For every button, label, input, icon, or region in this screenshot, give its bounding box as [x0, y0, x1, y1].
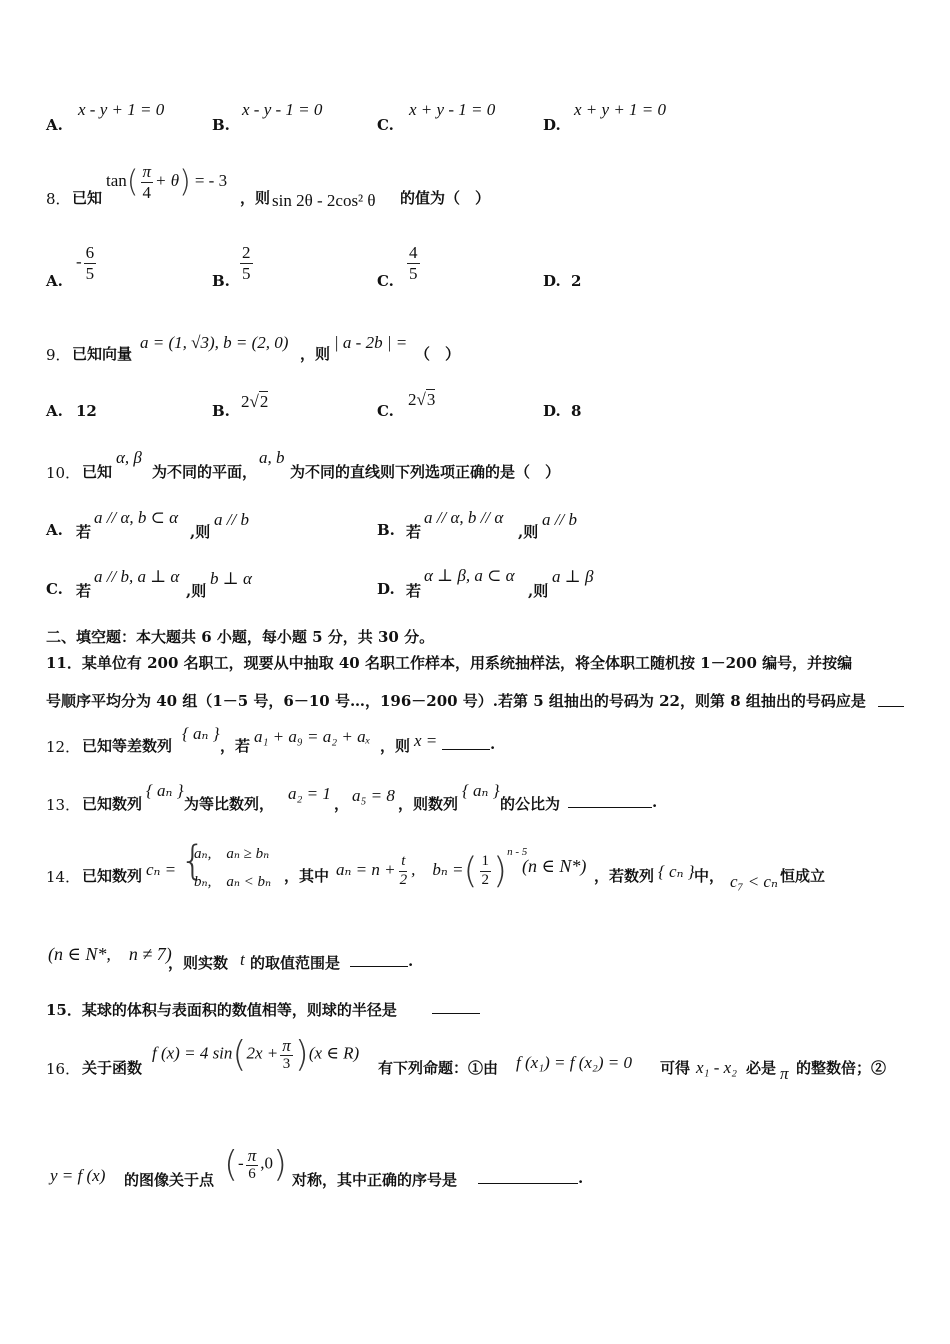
q11-answer-blank[interactable] [878, 690, 904, 707]
q9-option-c-value: 2√3 [408, 390, 436, 409]
q8-option-b-value: $\frac{2}{5}$ [242, 243, 251, 283]
q16-line2-y: y = f (x) [50, 1166, 106, 1185]
q16-diff: x₁ - x₂ [696, 1058, 738, 1077]
q13-mid2: ，则数列 [398, 795, 459, 813]
q8-option-d-label: D. [543, 272, 561, 290]
q14-case1: aₙ, aₙ ≥ bₙ [194, 846, 270, 862]
q10-prefix: 已知 [82, 463, 113, 481]
q8-option-a-label: A. [46, 272, 63, 290]
q9-number: 9． [46, 346, 71, 364]
q9-option-a-value: 12 [76, 402, 97, 420]
q8-number: 8． [46, 190, 71, 208]
q15-text: 15．某球的体积与表面积的数值相等，则球的半径是 [46, 1001, 397, 1019]
q10-option-a-then: ,则 [190, 523, 211, 541]
q9-option-b-value: 2√2 [241, 392, 269, 411]
q16-end: . [578, 1169, 584, 1187]
q10-option-b-label: B. [377, 521, 395, 539]
q10-option-b-then: ,则 [518, 523, 539, 541]
q14-prefix: 已知数列 [82, 867, 143, 885]
q10-option-c-then: ,则 [186, 582, 207, 600]
q10-option-a-cond: a // α, b ⊂ α [94, 508, 179, 527]
q16-mid3: 必是 [746, 1059, 777, 1077]
q14-mid3: 中， [694, 867, 725, 885]
q10-option-b-cond: a // α, b // α [424, 508, 504, 527]
q16-mid4: 的整数倍；② [796, 1059, 887, 1077]
q14-brace: { [180, 838, 206, 884]
q10-mid1: 为不同的平面， [152, 463, 258, 481]
q12-prefix: 已知等差数列 [82, 737, 173, 755]
q10-option-d-label: D. [377, 580, 395, 598]
q13-a2: a₂ = 1 [288, 784, 331, 803]
q16-eq: f (x₁) = f (x₂) = 0 [516, 1053, 632, 1072]
q14-seq-c: { cₙ } [658, 862, 695, 881]
q7-option-b-label: B. [212, 116, 230, 134]
q10-option-d-cond: α ⊥ β, a ⊂ α [424, 566, 515, 585]
q10-option-c-concl: b ⊥ α [210, 569, 252, 588]
q14-mid2: ，若数列 [594, 867, 655, 885]
q16-function: f (x) = 4 sin(2x + $\frac{\pi}{3}$ )(x ∈ R) [152, 1034, 360, 1075]
q12-expr: a₁ + a₉ = a₂ + aₓ [254, 727, 371, 746]
q9-prefix: 已知向量 [72, 345, 133, 363]
q10-lines: a, b [259, 448, 285, 467]
q14-domain: (n ∈ N*) [522, 856, 587, 876]
q13-a5: a₅ = 8 [352, 786, 395, 805]
q13-end: . [652, 793, 658, 811]
q8-suffix: 的值为（ ） [400, 189, 491, 207]
q8-option-a-value: - $\frac{6}{5}$ [76, 243, 95, 283]
q10-option-c-cond: a // b, a ⊥ α [94, 567, 180, 586]
q16-line2-text: 的图像关于点 [124, 1171, 215, 1189]
q7-option-c-expr: x + y - 1 = 0 [409, 100, 496, 119]
q8-tan-expr: tan( $\frac{\pi}{4}$ + θ) = - 3 [106, 162, 228, 202]
q14-line2-text: ，则实数 [168, 954, 229, 972]
q9-expr: | a - 2b | = [334, 333, 408, 352]
q12-end: . [490, 735, 496, 753]
q8-option-d-value: 2 [571, 272, 582, 290]
q8-expr: sin 2θ - 2cos² θ [272, 191, 376, 210]
q11-line1: 11．某单位有 200 名职工，现要从中抽取 40 名职工作样本，用系统抽样法，将全体职工随机按 1－200 编号，并按编 [46, 654, 853, 672]
q14-line2-t: t [240, 950, 245, 969]
q14-number: 14． [46, 868, 81, 886]
q14-ineq: c₇ < cₙ [730, 872, 778, 891]
q14-mid1: ，其中 [284, 867, 330, 885]
q14-line2-cond: (n ∈ N*, n ≠ 7) [48, 944, 172, 964]
q16-mid1: 有下列命题：①由 [378, 1059, 499, 1077]
q8-option-c-value: $\frac{4}{5}$ [409, 243, 418, 283]
section-2-heading: 二、填空题：本大题共 6 小题，每小题 5 分，共 30 分。 [46, 628, 435, 646]
q9-option-d-label: D. [543, 402, 561, 420]
q12-mid: ，若 [220, 737, 251, 755]
q13-mid1: 为等比数列， [184, 795, 275, 813]
q10-mid2: 为不同的直线则下列选项正确的是（ ） [290, 463, 561, 481]
q12-x-eq: x = [414, 731, 438, 750]
q8-then: ，则 [240, 189, 271, 207]
q9-option-d-value: 8 [571, 402, 582, 420]
q9-vectors: a = (1, √3), b = (2, 0) [140, 333, 289, 352]
q7-option-d-label: D. [543, 116, 561, 134]
q9-suffix: （ ） [415, 345, 461, 363]
q9-option-a-label: A. [46, 402, 63, 420]
q7-option-a-label: A. [46, 116, 63, 134]
q11-line2: 号顺序平均分为 40 组（1－5 号，6－10 号…，196－200 号）.若第 5 组抽出的号码为 22，则第 8 组抽出的号码应是 [46, 692, 866, 710]
q10-number: 10． [46, 464, 81, 482]
q8-option-c-label: C. [377, 272, 394, 290]
q12-mid2: ，则 [380, 737, 411, 755]
q7-option-a-expr: x - y + 1 = 0 [78, 100, 165, 119]
q10-option-d-then: ,则 [528, 582, 549, 600]
q14-suffix: 恒成立 [780, 867, 826, 885]
q13-answer-blank[interactable] [568, 791, 652, 808]
q15-answer-blank[interactable] [432, 997, 480, 1014]
q16-number: 16． [46, 1060, 81, 1078]
q10-option-a-concl: a // b [214, 510, 249, 529]
q14-an-def: aₙ = n + $\frac{t}{2}$ , bₙ =( $\frac{1}{2}$ )$^{n - 5}$ [336, 846, 528, 892]
q9-option-b-label: B. [212, 402, 230, 420]
q14-line2-tail: 的取值范围是 [250, 954, 341, 972]
q10-option-c-if: 若 [76, 582, 92, 600]
q16-line2-tail: 对称，其中正确的序号是 [292, 1171, 458, 1189]
q13-comma: ， [334, 795, 350, 813]
q10-option-a-if: 若 [76, 523, 92, 541]
q16-point: (- $\frac{\pi}{6}$ ,0) [224, 1144, 288, 1185]
q7-option-d-expr: x + y + 1 = 0 [574, 100, 667, 119]
q10-option-b-concl: a // b [542, 510, 577, 529]
q12-number: 12． [46, 738, 81, 756]
q16-mid2: 可得 [660, 1059, 691, 1077]
q8-prefix: 已知 [72, 189, 103, 207]
q13-seq: { aₙ } [146, 781, 184, 800]
q13-number: 13． [46, 796, 81, 814]
q7-option-b-expr: x - y - 1 = 0 [242, 100, 323, 119]
q13-prefix: 已知数列 [82, 795, 143, 813]
q10-option-d-concl: a ⊥ β [552, 567, 594, 586]
q10-planes: α, β [116, 448, 142, 467]
q10-option-d-if: 若 [406, 582, 422, 600]
q14-answer-blank[interactable] [350, 950, 408, 967]
q10-option-b-if: 若 [406, 523, 422, 541]
q13-seq2: { aₙ } [462, 781, 500, 800]
q16-prefix: 关于函数 [82, 1059, 143, 1077]
q16-answer-blank[interactable] [478, 1167, 578, 1184]
q16-pi-symbol: π [780, 1064, 789, 1083]
q10-option-a-label: A. [46, 521, 63, 539]
q12-seq: { aₙ } [182, 724, 220, 743]
q14-end: . [408, 952, 414, 970]
q10-option-c-label: C. [46, 580, 63, 598]
q14-cn: cₙ = [146, 860, 177, 879]
q14-case2: bₙ, aₙ < bₙ [194, 874, 272, 890]
q8-option-b-label: B. [212, 272, 230, 290]
q12-answer-blank[interactable] [442, 733, 490, 750]
q9-option-c-label: C. [377, 402, 394, 420]
q9-middle: ，则 [300, 345, 331, 363]
q13-suffix: 的公比为 [500, 795, 561, 813]
q7-option-c-label: C. [377, 116, 394, 134]
